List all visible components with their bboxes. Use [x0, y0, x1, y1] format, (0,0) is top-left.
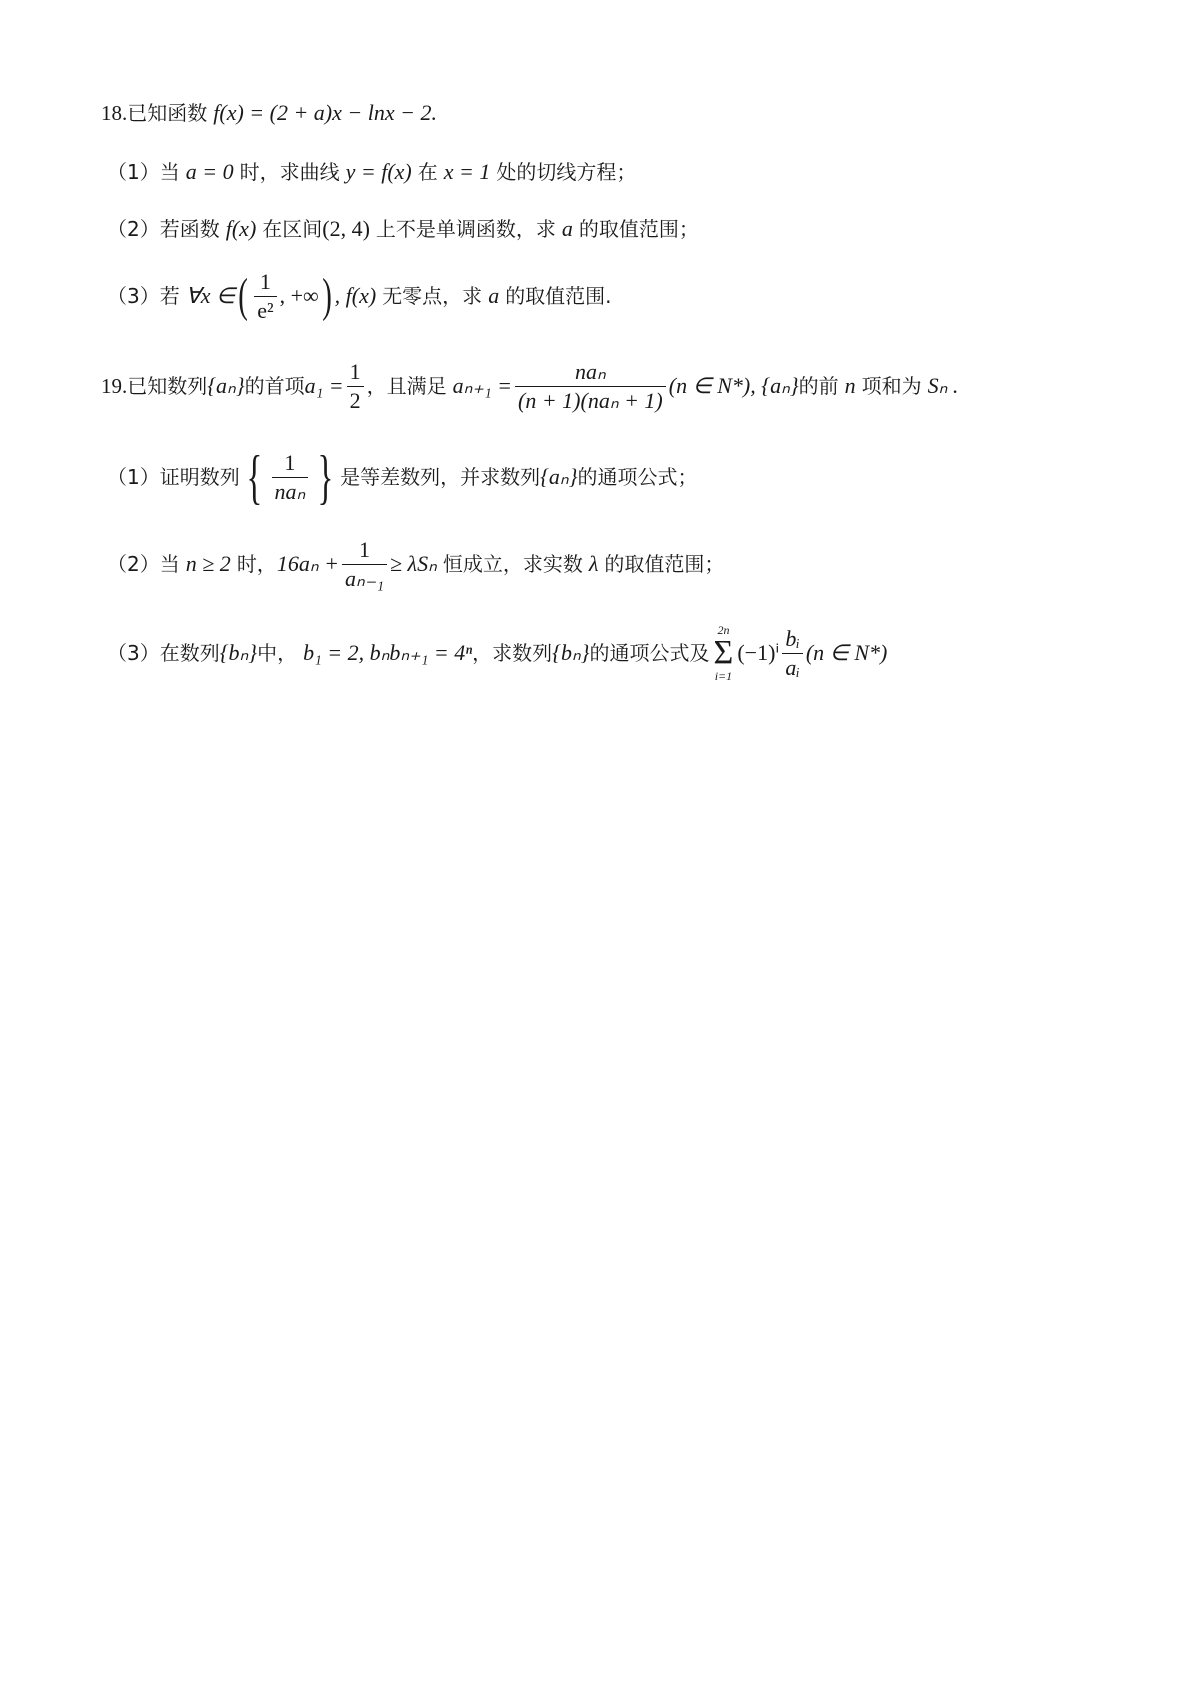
left-paren-icon: (: [238, 269, 249, 322]
q19-domain: (n ∈ N*): [668, 373, 751, 398]
q18-part3-text-c: 的取值范围.: [505, 284, 612, 308]
q19-stem-a: 已知数列: [127, 374, 208, 398]
q18-part1-text-a: 当: [159, 160, 180, 184]
q19-part1: [107, 444, 698, 510]
q18-part3: [107, 268, 612, 324]
q18-part3-var: a: [488, 283, 500, 308]
q19-part3-text-c: ，求数列: [472, 641, 553, 665]
q19-part2-fraction: [342, 536, 387, 592]
q18-part3-text-a: 若: [159, 284, 180, 308]
q19-stem-b: 的首项: [244, 374, 305, 398]
q19-part3-text-a: 在数列: [159, 641, 220, 665]
q19-part3-text-d: 的通项公式及: [589, 641, 710, 665]
q18-part1-point: x = 1: [443, 159, 491, 184]
q19-part2-frac-num: 1: [358, 537, 370, 562]
right-brace-icon: }: [317, 444, 334, 510]
q18-number: 18.: [101, 100, 128, 125]
left-brace-icon: {: [246, 444, 263, 510]
q18-part2-text-b: 在区间: [262, 217, 323, 241]
q19-part2-text-d: 的取值范围；: [604, 552, 725, 576]
q19-first-den: 2: [349, 387, 361, 413]
q18-part1-text-d: 处的切线方程；: [496, 160, 637, 184]
q19-part2-label: （2）: [107, 552, 160, 576]
q19-part3-domain: (n ∈ N*): [805, 640, 888, 665]
q19-n: n: [844, 373, 856, 398]
q19-part1-label: （1）: [107, 465, 160, 489]
q19-part1-frac-den: naₙ: [274, 478, 306, 504]
q18-function-formula: f(x) = (2 + a)x − lnx − 2.: [213, 100, 437, 125]
sigma-upper-limit: 2n: [717, 623, 730, 637]
q19-number: 19.: [101, 373, 128, 398]
q18-part3-interval-tail: , +∞: [279, 283, 319, 308]
q18-part1-curve: y = f(x): [345, 159, 412, 184]
q19-stem-d: 的前: [798, 374, 839, 398]
q19-part3-fraction: [782, 625, 802, 681]
q18-part2-func: f(x): [225, 216, 257, 241]
q19-stem-e: 项和为: [861, 374, 922, 398]
q19-part3-sigma-term: (−1)ⁱ: [737, 640, 780, 665]
q18-part3-text-b: 无零点，求: [382, 284, 483, 308]
q18-part1-text-c: 在: [417, 160, 438, 184]
q18-part1-label: （1）: [107, 160, 160, 184]
sigma-lower-limit: i=1: [714, 669, 733, 683]
q19-part2-text-a: 当: [159, 552, 180, 576]
q18-stem-text: 已知函数: [127, 101, 208, 125]
q19-part2-text-c: 恒成立，求实数: [442, 552, 583, 576]
q18-part1-text-b: 时，求曲线: [239, 160, 340, 184]
sigma-symbol-icon: Σ: [713, 634, 734, 671]
q19-first-term: a₁ =: [304, 373, 344, 398]
q18-part2-text-a: 若函数: [159, 217, 220, 241]
q19-part2-text-b: 时，: [236, 552, 277, 576]
q19-part3: [107, 624, 887, 682]
q19-first-fraction: [347, 358, 364, 414]
q19-part3-frac-num: bᵢ: [785, 626, 800, 651]
q19-recur-fraction: [515, 358, 666, 414]
q19-part1-seq: {aₙ}: [540, 464, 578, 489]
q19-part2-expr-b: ≥ λSₙ: [389, 551, 437, 576]
q18-part2-var: a: [561, 216, 573, 241]
q19-part3-frac-den: aᵢ: [785, 654, 800, 680]
q19-part2: [107, 536, 724, 592]
summation-icon: [714, 624, 734, 682]
q19-part3-seq2: {bₙ}: [552, 640, 590, 665]
q19-part2-expr-a: 16aₙ +: [276, 551, 339, 576]
right-paren-icon: ): [321, 269, 332, 322]
q19-stem: [101, 358, 958, 414]
q19-seq2: , {aₙ}: [750, 373, 799, 398]
q18-part3-frac-num: 1: [259, 269, 271, 294]
q19-part1-text-a: 证明数列: [159, 465, 240, 489]
q18-part3-func: , f(x): [334, 283, 377, 308]
q19-seq: {aₙ}: [207, 373, 245, 398]
q19-part3-text-b: 中，: [257, 641, 298, 665]
q19-recur-lhs: aₙ₊₁ =: [452, 373, 512, 398]
q19-first-num: 1: [349, 359, 361, 384]
q18-part3-fraction: [254, 268, 276, 324]
q19-part1-text-c: 的通项公式；: [577, 465, 698, 489]
q19-sum: Sₙ .: [927, 373, 959, 398]
q19-part2-frac-den: aₙ₋₁: [344, 565, 384, 591]
q18-part3-label: （3）: [107, 284, 160, 308]
q18-part2-text-d: 的取值范围；: [578, 217, 699, 241]
q19-recur-den: (n + 1)(naₙ + 1): [518, 387, 663, 413]
q18-part1-cond: a = 0: [185, 159, 234, 184]
q19-part2-lambda: λ: [588, 551, 599, 576]
q18-part3-forall: ∀x ∈: [185, 283, 236, 308]
q19-part1-frac-num: 1: [284, 450, 296, 475]
q19-part3-label: （3）: [107, 641, 160, 665]
q19-part1-text-b: 是等差数列，并求数列: [340, 465, 541, 489]
q19-part3-seq: {bₙ}: [219, 640, 258, 665]
q18-part2-text-c: 上不是单调函数，求: [375, 217, 556, 241]
q19-part2-cond: n ≥ 2: [185, 551, 231, 576]
q18-stem: [101, 102, 437, 124]
q18-part1: [107, 161, 636, 183]
q18-part2-label: （2）: [107, 217, 160, 241]
q18-part3-frac-den: e²: [257, 297, 274, 323]
q18-part2: [107, 218, 699, 240]
q19-part3-cond: b₁ = 2, bₙbₙ₊₁ = 4ⁿ: [303, 640, 473, 665]
q18-part2-interval: (2, 4): [322, 216, 370, 241]
q19-part1-fraction: [272, 449, 309, 505]
q19-stem-c: ，且满足: [366, 374, 447, 398]
q19-recur-num: naₙ: [575, 359, 606, 384]
